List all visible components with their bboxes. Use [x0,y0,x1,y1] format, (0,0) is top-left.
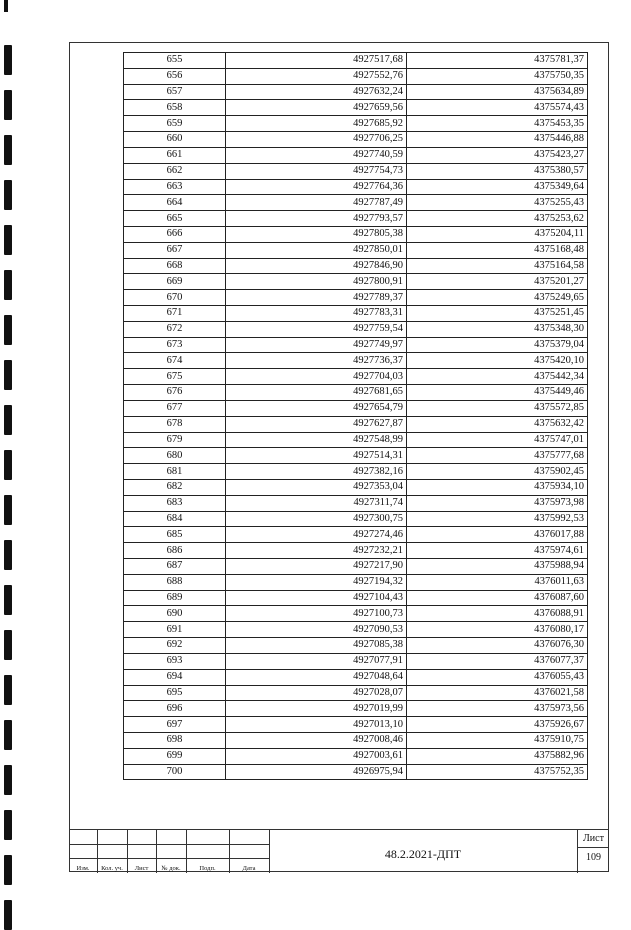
binding-hole [4,315,12,345]
y-coordinate-cell: 4375902,45 [407,464,588,480]
y-coordinate-cell: 4375420,10 [407,353,588,369]
point-number-cell: 684 [124,511,226,527]
binding-hole [4,765,12,795]
point-number-cell: 677 [124,400,226,416]
x-coordinate-cell: 4927232,21 [226,543,407,559]
table-row [124,290,588,306]
y-coordinate-cell: 4375973,56 [407,701,588,717]
x-coordinate-cell: 4927104,43 [226,590,407,606]
point-number-cell: 682 [124,479,226,495]
point-number-cell: 669 [124,274,226,290]
table-row [124,432,588,448]
binding-hole [4,90,12,120]
table-row [124,274,588,290]
x-coordinate-cell: 4927090,53 [226,622,407,638]
x-coordinate-cell: 4927194,32 [226,574,407,590]
point-number-cell: 657 [124,84,226,100]
x-coordinate-cell: 4927003,61 [226,748,407,764]
y-coordinate-cell: 4375204,11 [407,226,588,242]
y-coordinate-cell: 4376080,17 [407,622,588,638]
table-row [124,543,588,559]
point-number-cell: 685 [124,527,226,543]
y-coordinate-cell: 4375446,88 [407,132,588,148]
y-coordinate-cell: 4376088,91 [407,606,588,622]
title-block [69,829,609,872]
x-coordinate-cell: 4927300,75 [226,511,407,527]
point-number-cell: 699 [124,748,226,764]
point-number-cell: 675 [124,369,226,385]
binding-hole [4,855,12,885]
table-row [124,495,588,511]
table-row [124,163,588,179]
x-coordinate-cell: 4927793,57 [226,211,407,227]
y-coordinate-cell: 4375781,37 [407,53,588,69]
y-coordinate-cell: 4375249,65 [407,290,588,306]
table-row [124,400,588,416]
y-coordinate-cell: 4375988,94 [407,559,588,575]
binding-tick [4,0,8,12]
y-coordinate-cell: 4375251,45 [407,306,588,322]
point-number-cell: 686 [124,543,226,559]
point-number-cell: 659 [124,116,226,132]
binding-hole [4,45,12,75]
y-coordinate-cell: 4375349,64 [407,179,588,195]
y-coordinate-cell: 4375253,62 [407,211,588,227]
x-coordinate-cell: 4927749,97 [226,337,407,353]
y-coordinate-cell: 4376017,88 [407,527,588,543]
point-number-cell: 670 [124,290,226,306]
binding-hole [4,360,12,390]
point-number-cell: 680 [124,448,226,464]
y-coordinate-cell: 4375379,04 [407,337,588,353]
y-coordinate-cell: 4375449,46 [407,385,588,401]
point-number-cell: 678 [124,416,226,432]
point-number-cell: 674 [124,353,226,369]
sheet-label: Лист [583,833,604,844]
point-number-cell: 695 [124,685,226,701]
y-coordinate-cell: 4375882,96 [407,748,588,764]
table-row [124,369,588,385]
table-row [124,385,588,401]
point-number-cell: 679 [124,432,226,448]
table-row [124,306,588,322]
x-coordinate-cell: 4927805,38 [226,226,407,242]
point-number-cell: 689 [124,590,226,606]
x-coordinate-cell: 4927217,90 [226,559,407,575]
binding-marks [4,0,14,905]
y-coordinate-cell: 4375634,89 [407,84,588,100]
table-row [124,574,588,590]
table-row [124,242,588,258]
y-coordinate-cell: 4375442,34 [407,369,588,385]
y-coordinate-cell: 4375255,43 [407,195,588,211]
table-row [124,68,588,84]
binding-hole [4,675,12,705]
point-number-cell: 693 [124,653,226,669]
stamp-label-sheet: Лист [134,865,149,872]
y-coordinate-cell: 4375574,43 [407,100,588,116]
x-coordinate-cell: 4927706,25 [226,132,407,148]
point-number-cell: 656 [124,68,226,84]
document-code: 48.2.2021-ДПТ [384,847,462,861]
binding-hole [4,810,12,840]
x-coordinate-cell: 4927632,24 [226,84,407,100]
x-coordinate-cell: 4927850,01 [226,242,407,258]
point-number-cell: 673 [124,337,226,353]
point-number-cell: 660 [124,132,226,148]
x-coordinate-cell: 4927353,04 [226,479,407,495]
x-coordinate-cell: 4927681,65 [226,385,407,401]
x-coordinate-cell: 4927740,59 [226,147,407,163]
y-coordinate-cell: 4375747,01 [407,432,588,448]
point-number-cell: 692 [124,638,226,654]
table-row [124,479,588,495]
point-number-cell: 666 [124,226,226,242]
table-row [124,226,588,242]
y-coordinate-cell: 4375380,57 [407,163,588,179]
binding-hole [4,135,12,165]
table-row [124,559,588,575]
table-row [124,321,588,337]
sheet-number: 109 [586,852,601,863]
x-coordinate-cell: 4927548,99 [226,432,407,448]
x-coordinate-cell: 4927759,54 [226,321,407,337]
y-coordinate-cell: 4375974,61 [407,543,588,559]
y-coordinate-cell: 4376021,58 [407,685,588,701]
point-number-cell: 662 [124,163,226,179]
table-row [124,448,588,464]
y-coordinate-cell: 4376055,43 [407,669,588,685]
binding-hole [4,540,12,570]
y-coordinate-cell: 4375973,98 [407,495,588,511]
x-coordinate-cell: 4927800,91 [226,274,407,290]
x-coordinate-cell: 4927787,49 [226,195,407,211]
point-number-cell: 672 [124,321,226,337]
point-number-cell: 664 [124,195,226,211]
point-number-cell: 661 [124,147,226,163]
y-coordinate-cell: 4376087,60 [407,590,588,606]
point-number-cell: 687 [124,559,226,575]
x-coordinate-cell: 4927754,73 [226,163,407,179]
point-number-cell: 668 [124,258,226,274]
x-coordinate-cell: 4927654,79 [226,400,407,416]
table-row [124,179,588,195]
point-number-cell: 688 [124,574,226,590]
x-coordinate-cell: 4927627,87 [226,416,407,432]
y-coordinate-cell: 4375910,75 [407,732,588,748]
y-coordinate-cell: 4375453,35 [407,116,588,132]
table-row [124,764,588,780]
table-row [124,653,588,669]
table-row [124,606,588,622]
point-number-cell: 671 [124,306,226,322]
y-coordinate-cell: 4376076,30 [407,638,588,654]
x-coordinate-cell: 4927019,99 [226,701,407,717]
y-coordinate-cell: 4375934,10 [407,479,588,495]
x-coordinate-cell: 4927764,36 [226,179,407,195]
table-row [124,717,588,733]
table-row [124,464,588,480]
y-coordinate-cell: 4375750,35 [407,68,588,84]
point-number-cell: 665 [124,211,226,227]
stamp-label-date: Дата [242,865,256,872]
table-row [124,416,588,432]
coordinates-table [123,52,588,780]
point-number-cell: 667 [124,242,226,258]
point-number-cell: 697 [124,717,226,733]
table-row [124,116,588,132]
binding-hole [4,225,12,255]
point-number-cell: 663 [124,179,226,195]
point-number-cell: 698 [124,732,226,748]
y-coordinate-cell: 4375752,35 [407,764,588,780]
y-coordinate-cell: 4375168,48 [407,242,588,258]
point-number-cell: 700 [124,764,226,780]
binding-hole [4,720,12,750]
table-row [124,511,588,527]
x-coordinate-cell: 4927048,64 [226,669,407,685]
x-coordinate-cell: 4926975,94 [226,764,407,780]
table-row [124,258,588,274]
table-row [124,527,588,543]
table-row [124,195,588,211]
x-coordinate-cell: 4927517,68 [226,53,407,69]
y-coordinate-cell: 4375164,58 [407,258,588,274]
stamp-label-signature: Подп. [199,865,216,872]
x-coordinate-cell: 4927100,73 [226,606,407,622]
table-row [124,732,588,748]
x-coordinate-cell: 4927013,10 [226,717,407,733]
y-coordinate-cell: 4375926,67 [407,717,588,733]
table-row [124,132,588,148]
x-coordinate-cell: 4927514,31 [226,448,407,464]
x-coordinate-cell: 4927659,56 [226,100,407,116]
y-coordinate-cell: 4375348,30 [407,321,588,337]
table-row [124,590,588,606]
x-coordinate-cell: 4927685,92 [226,116,407,132]
x-coordinate-cell: 4927274,46 [226,527,407,543]
point-number-cell: 691 [124,622,226,638]
x-coordinate-cell: 4927552,76 [226,68,407,84]
table-row [124,53,588,69]
binding-hole [4,630,12,660]
y-coordinate-cell: 4375777,68 [407,448,588,464]
binding-hole [4,450,12,480]
x-coordinate-cell: 4927008,46 [226,732,407,748]
y-coordinate-cell: 4375572,85 [407,400,588,416]
sheet-box [577,830,609,873]
x-coordinate-cell: 4927783,31 [226,306,407,322]
point-number-cell: 658 [124,100,226,116]
y-coordinate-cell: 4375201,27 [407,274,588,290]
binding-hole [4,180,12,210]
binding-hole [4,585,12,615]
x-coordinate-cell: 4927789,37 [226,290,407,306]
table-row [124,337,588,353]
binding-hole [4,405,12,435]
point-number-cell: 694 [124,669,226,685]
point-number-cell: 690 [124,606,226,622]
y-coordinate-cell: 4376011,63 [407,574,588,590]
x-coordinate-cell: 4927736,37 [226,353,407,369]
binding-hole [4,270,12,300]
point-number-cell: 683 [124,495,226,511]
table-row [124,685,588,701]
table-row [124,701,588,717]
table-row [124,353,588,369]
y-coordinate-cell: 4375632,42 [407,416,588,432]
point-number-cell: 655 [124,53,226,69]
point-number-cell: 676 [124,385,226,401]
x-coordinate-cell: 4927846,90 [226,258,407,274]
table-row [124,147,588,163]
table-row [124,100,588,116]
stamp-label-change: Изм. [76,865,90,872]
table-row [124,638,588,654]
x-coordinate-cell: 4927085,38 [226,638,407,654]
y-coordinate-cell: 4375423,27 [407,147,588,163]
stamp-label-count: Кол. уч. [101,865,123,872]
table-row [124,748,588,764]
table-row [124,669,588,685]
binding-hole [4,495,12,525]
x-coordinate-cell: 4927311,74 [226,495,407,511]
x-coordinate-cell: 4927382,16 [226,464,407,480]
y-coordinate-cell: 4376077,37 [407,653,588,669]
x-coordinate-cell: 4927704,03 [226,369,407,385]
point-number-cell: 696 [124,701,226,717]
point-number-cell: 681 [124,464,226,480]
table-row [124,622,588,638]
table-row [124,211,588,227]
revision-grid [69,830,269,873]
stamp-label-doc-number: № док. [161,865,181,872]
table-row [124,84,588,100]
x-coordinate-cell: 4927028,07 [226,685,407,701]
x-coordinate-cell: 4927077,91 [226,653,407,669]
y-coordinate-cell: 4375992,53 [407,511,588,527]
